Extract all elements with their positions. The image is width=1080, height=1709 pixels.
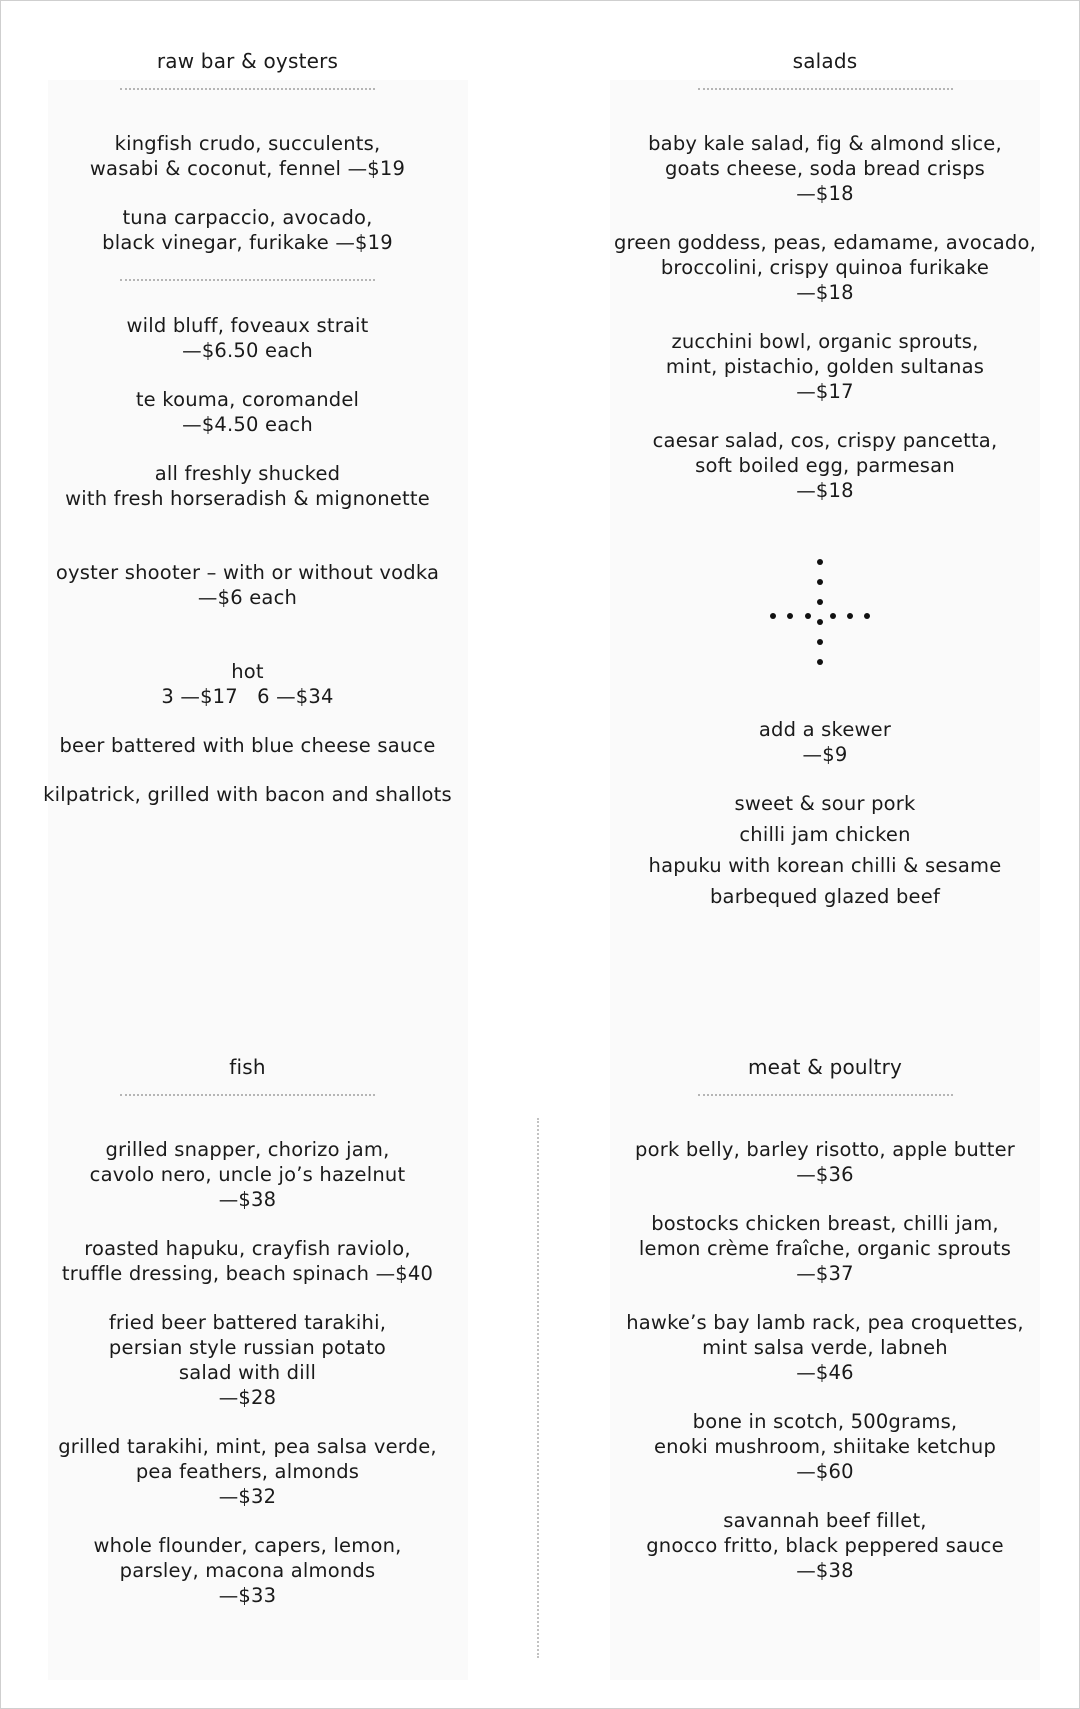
item-line: truffle dressing, beach spinach —$40 [61,1262,434,1285]
item-line: mint, pistachio, golden sultanas [665,355,985,378]
item-line: —$36 [796,1163,854,1186]
menu-item [20,1434,475,1509]
item-line: —$6.50 each [182,339,313,362]
item-line: tuna carpaccio, avocado, [122,206,373,229]
dotted-cross-icon [760,555,880,675]
menu-item [600,1409,1050,1484]
item-line: all freshly shucked [154,462,341,485]
item-line: caesar salad, cos, crispy pancetta, [652,429,998,452]
menu-item [20,387,475,437]
item-line: —$60 [796,1460,854,1483]
menu-item [20,131,475,181]
item-line: soft boiled egg, parmesan [695,454,955,477]
item-line: hawke’s bay lamb rack, pea croquettes, [626,1311,1024,1334]
item-line: —$38 [796,1559,854,1582]
item-line: grilled tarakihi, mint, pea salsa verde, [58,1435,437,1458]
dotted-divider [120,88,375,90]
item-line: —$38 [218,1188,277,1211]
item-line: enoki mushroom, shiitake ketchup [653,1435,997,1458]
item-line: zucchini bowl, organic sprouts, [671,330,979,353]
dotted-divider [120,279,375,281]
item-line: black vinegar, furikake —$19 [102,231,393,254]
item-line: —$18 [796,479,854,502]
item-line: —$4.50 each [182,413,313,436]
skewer-item: sweet & sour pork [734,792,916,815]
item-line: broccolini, crispy quinoa furikake [660,256,990,279]
skewer-item: hapuku with korean chilli & sesame [648,854,1002,877]
skewer-item: barbequed glazed beef [709,885,941,908]
menu-item: beer battered with blue cheese sauce [59,734,436,757]
item-line: bone in scotch, 500grams, [692,1410,958,1433]
item-line: te kouma, coromandel [135,388,360,411]
item-line: pork belly, barley risotto, apple butter [635,1138,1015,1161]
item-line: —$32 [218,1485,277,1508]
menu-item [20,205,475,255]
menu-item [20,560,475,610]
item-line: baby kale salad, fig & almond slice, [648,132,1002,155]
skewer-section [600,717,1050,909]
item-line: —$33 [218,1584,277,1607]
item-line: —$18 [796,281,854,304]
fish-section [20,1054,475,1608]
raw-bar-section [20,48,475,807]
dotted-divider [698,1094,953,1096]
menu-item [20,1236,475,1286]
item-line: wild bluff, foveaux strait [126,314,369,337]
item-line: parsley, macona almonds [119,1559,376,1582]
menu-item [600,1137,1050,1187]
item-line: with fresh horseradish & mignonette [65,487,430,510]
section-heading: salads [792,49,858,73]
item-line: persian style russian potato [108,1336,387,1359]
item-line: kingfish crudo, succulents, [114,132,381,155]
item-line: —$37 [796,1262,854,1285]
item-line: oyster shooter – with or without vodka [55,561,440,584]
menu-item [20,1310,475,1410]
dotted-divider [698,88,953,90]
menu-item [600,329,1050,404]
item-line: wasabi & coconut, fennel —$19 [89,157,406,180]
skewer-item: chilli jam chicken [739,823,911,846]
item-line: hot [231,660,264,683]
item-line: salad with dill [178,1361,317,1384]
menu-item [600,1211,1050,1286]
item-line: bostocks chicken breast, chilli jam, [651,1212,999,1235]
item-line: gnocco fritto, black peppered sauce [646,1534,1004,1557]
item-line: —$17 [796,380,854,403]
item-line: pea feathers, almonds [135,1460,360,1483]
menu-item [600,1310,1050,1385]
item-line: —$46 [796,1361,854,1384]
menu-item [600,428,1050,503]
item-line: goats cheese, soda bread crisps [664,157,986,180]
item-line: lemon crème fraîche, organic sprouts [638,1237,1012,1260]
meat-section [600,1054,1050,1583]
menu-item [600,131,1050,206]
item-line: whole flounder, capers, lemon, [93,1534,402,1557]
menu-item: kilpatrick, grilled with bacon and shallots [43,783,452,806]
menu-item [600,230,1050,305]
item-line: —$6 each [197,586,298,609]
item-line: fried beer battered tarakihi, [108,1311,387,1334]
menu-item [20,1533,475,1608]
item-line: green goddess, peas, edamame, avocado, [613,231,1037,254]
menu-note [20,461,475,511]
salads-section [600,48,1050,503]
column-divider [537,1118,539,1658]
item-line: grilled snapper, chorizo jam, [105,1138,390,1161]
item-line: mint salsa verde, labneh [702,1336,948,1359]
menu-item [20,313,475,363]
item-line: —$28 [218,1386,277,1409]
dotted-divider [120,1094,375,1096]
section-heading: fish [229,1055,266,1079]
section-heading: meat & poultry [747,1055,903,1079]
item-line: —$18 [796,182,854,205]
menu-item [20,1137,475,1212]
item-line: cavolo nero, uncle jo’s hazelnut [89,1163,406,1186]
item-line: savannah beef fillet, [723,1509,927,1532]
item-line: add a skewer [758,718,892,741]
item-line: roasted hapuku, crayfish raviolo, [84,1237,411,1260]
item-line: —$9 [802,743,848,766]
item-line: 3 —$17 6 —$34 [161,685,334,708]
menu-item [600,1508,1050,1583]
section-heading: raw bar & oysters [156,49,339,73]
menu-subheading [20,659,475,709]
